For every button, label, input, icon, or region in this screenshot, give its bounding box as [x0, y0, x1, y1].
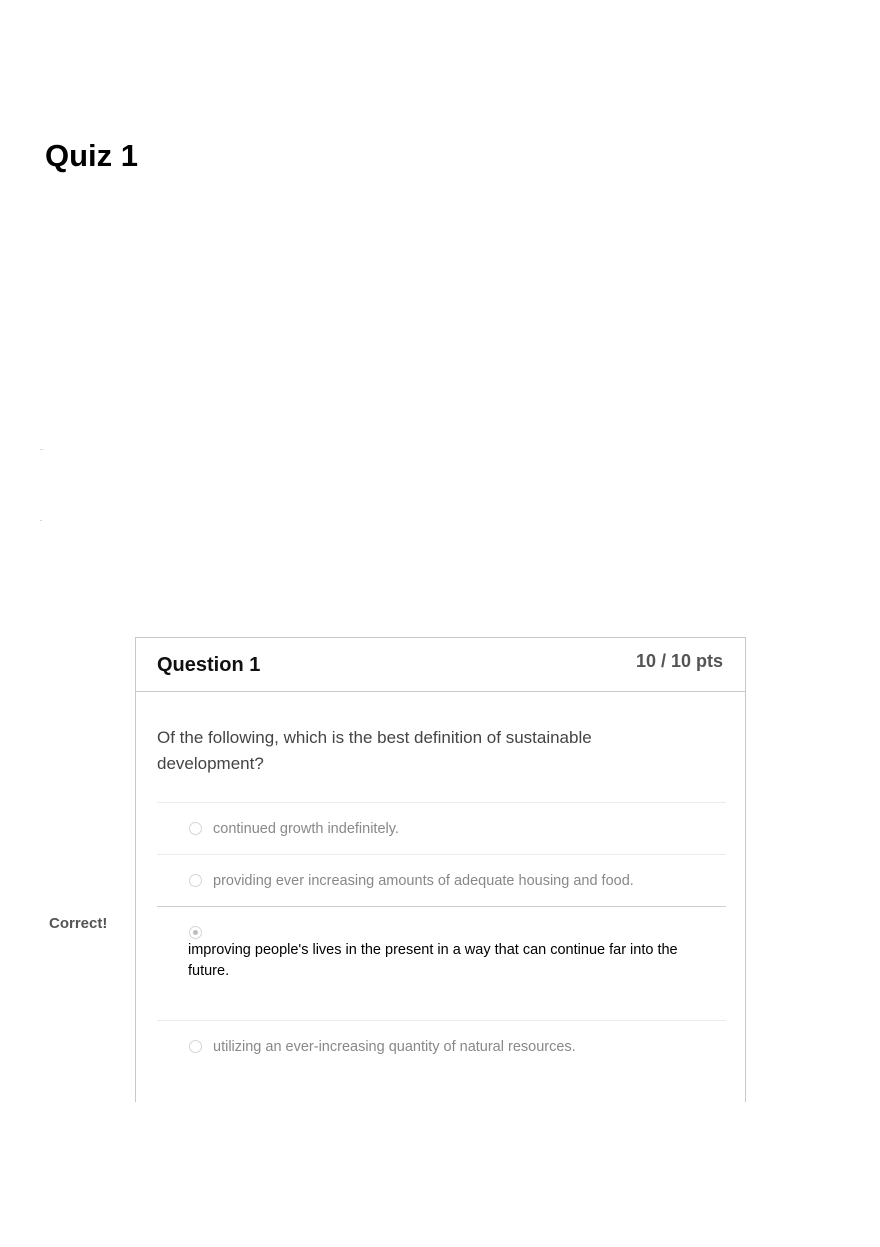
radio-unselected-icon[interactable]	[189, 874, 202, 887]
correct-answer-label: improving people's lives in the present in a way that can continue far into the future.	[188, 942, 678, 979]
correct-flag: Correct!	[49, 915, 108, 932]
radio-unselected-icon[interactable]	[189, 822, 202, 835]
answer-label: continued growth indefinitely.	[213, 821, 399, 837]
answer-label: utilizing an ever-increasing quantity of natural resources.	[213, 1039, 576, 1055]
answer-divider	[157, 906, 726, 907]
question-text: Of the following, which is the best definition of sustainable development?	[157, 728, 592, 773]
question-header	[136, 638, 745, 692]
question-points: 10 / 10 pts	[635, 651, 723, 671]
scan-speck	[40, 520, 42, 521]
answer-label: providing ever increasing amounts of adequate housing and food.	[213, 873, 634, 889]
answer-divider	[157, 1020, 726, 1021]
answer-divider	[157, 854, 726, 855]
scan-speck	[40, 449, 43, 450]
page-title: Quiz 1	[45, 138, 139, 173]
radio-unselected-icon[interactable]	[189, 1040, 202, 1053]
radio-selected-icon[interactable]	[189, 926, 202, 939]
question-card	[135, 637, 746, 1102]
answer-divider	[157, 802, 726, 803]
question-title: Question 1	[157, 654, 261, 676]
answer-option-4[interactable]	[189, 1037, 709, 1059]
answer-option-2[interactable]	[189, 871, 709, 893]
answer-option-1[interactable]	[189, 819, 709, 841]
